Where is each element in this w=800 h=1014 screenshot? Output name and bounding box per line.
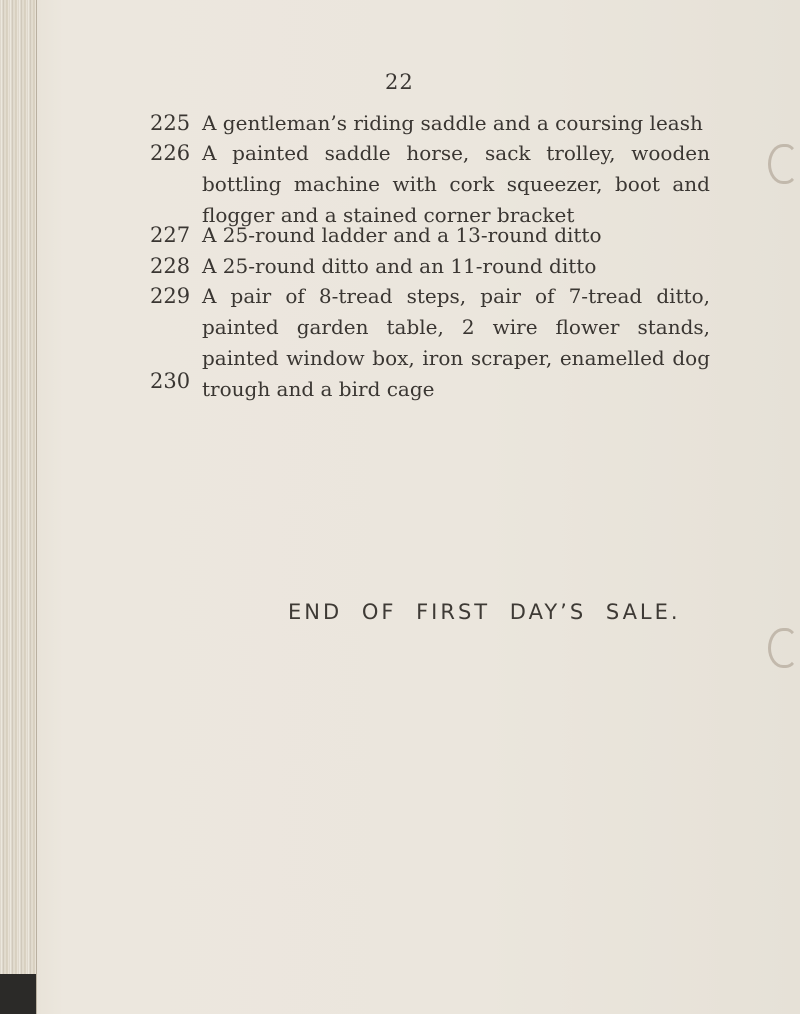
lot-description: A pair of 8-tread steps, pair of 7-tread ditto, painted garden table, 2 wire flower stands, painted window box, iron scraper, enamelled dog trough and a bird cage [202,284,710,401]
lot-description: A painted saddle horse, sack trolley, wooden bottling machine with cork squeezer, boot and flogger and a stained corner bracket [202,141,710,227]
lot-number: 230 [150,369,191,393]
lot-number: 226 [150,141,191,165]
lot-entry-230 [150,366,710,397]
lot-description: A gentleman’s riding saddle and a coursing leash [202,111,703,135]
paper-stain-mark [768,628,798,668]
lot-number: 229 [150,284,191,308]
paper-stain-mark [768,144,798,184]
lot-entry-227 [150,220,710,251]
page-number: 22 [385,70,414,94]
lot-entry-226 [150,138,710,231]
lot-number: 228 [150,254,191,278]
book-binding-edge [0,0,37,1014]
lot-description [202,366,710,397]
lot-description: A 25-round ditto and an 11-round ditto [202,254,597,278]
lot-number: 225 [150,111,191,135]
binding-shadow [0,974,36,1014]
lot-entry-228 [150,251,710,282]
lot-number: 227 [150,223,191,247]
lot-description: A 25-round ladder and a 13-round ditto [202,223,602,247]
lot-entry-225 [150,108,710,139]
end-of-sale-notice: END OF FIRST DAY’S SALE. [288,600,681,624]
